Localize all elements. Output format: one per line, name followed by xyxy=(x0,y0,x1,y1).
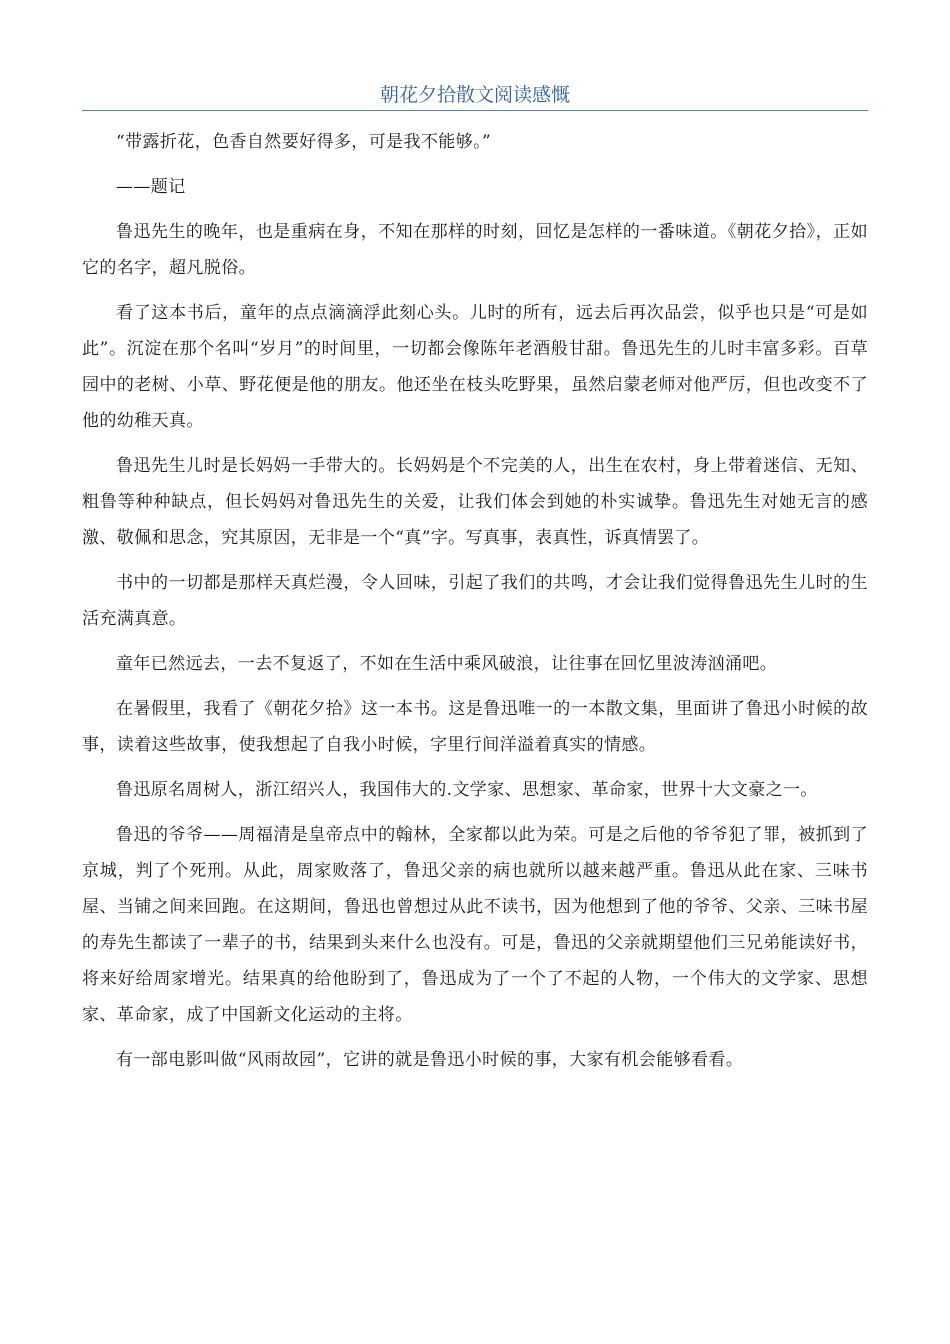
document-body xyxy=(82,124,868,1087)
title-underline xyxy=(82,110,868,111)
paragraph-resonance: 书中的一切都是那样天真烂漫，令人回味，引起了我们的共鸣，才会让我们觉得鲁迅先生儿时的生活充满真意。 xyxy=(82,573,868,629)
epigraph-attribution: ——题记 xyxy=(116,177,186,197)
paragraph-childhood-gone: 童年已然远去，一去不复返了，不如在生活中乘风破浪，让往事在回忆里波涛汹涌吧。 xyxy=(116,654,778,674)
epigraph-quote: “带露折花，色香自然要好得多，可是我不能够。” xyxy=(116,132,492,152)
paragraph-summer-reading: 在暑假里，我看了《朝花夕拾》这一本书。这是鲁迅唯一的一本散文集，里面讲了鲁迅小时候的故事，读着这些故事，使我想起了自我小时候，字里行间洋溢着真实的情感。 xyxy=(82,699,868,755)
paragraph-chang-mama: 鲁迅先生儿时是长妈妈一手带大的。长妈妈是个不完美的人，出生在农村，身上带着迷信、无知、粗鲁等种种缺点，但长妈妈对鲁迅先生的关爱，让我们体会到她的朴实诚挚。鲁迅先生对她无言的感激、敬佩和思念，究其原因，无非是一个“真”字。写真事，表真性，诉真情罢了。 xyxy=(82,456,868,548)
document-title: 朝花夕拾散文阅读感慨 xyxy=(379,84,570,106)
paragraph-movie: 有一部电影叫做“风雨故园”，它讲的就是鲁迅小时候的事，大家有机会能够看看。 xyxy=(116,1050,744,1070)
paragraph-intro: 鲁迅先生的晚年，也是重病在身，不知在那样的时刻，回忆是怎样的一番味道。《朝花夕拾》，正如它的名字，超凡脱俗。 xyxy=(82,222,868,278)
paragraph-grandfather: 鲁迅的爷爷——周福清是皇帝点中的翰林，全家都以此为荣。可是之后他的爷爷犯了罪，被抓到了京城，判了个死刑。从此，周家败落了，鲁迅父亲的病也就所以越来越严重。鲁迅从此在家、三味书屋、当铺之间来回跑。在这期间，鲁迅也曾想过从此不读书，因为他想到了他的爷爷、父亲、三味书屋的寿先生都读了一辈子的书，结果到头来什么也没有。可是，鲁迅的父亲就期望他们三兄弟能读好书，将来好给周家增光。结果真的给他盼到了，鲁迅成为了一个了不起的人物，一个伟大的文学家、思想家、革命家，成了中国新文化运动的主将。 xyxy=(82,825,868,1025)
paragraph-lu-xun-bio: 鲁迅原名周树人，浙江绍兴人，我国伟大的.文学家、思想家、革命家，世界十大文豪之一。 xyxy=(116,780,818,800)
paragraph-childhood: 看了这本书后，童年的点点滴滴浮此刻心头。儿时的所有，远去后再次品尝，似乎也只是“可是如此”。沉淀在那个名叫“岁月”的时间里，一切都会像陈年老酒般甘甜。鲁迅先生的儿时丰富多彩。百草园中的老树、小草、野花便是他的朋友。他还坐在枝头吃野果，虽然启蒙老师对他严厉，但也改变不了他的幼稚天真。 xyxy=(82,303,868,431)
